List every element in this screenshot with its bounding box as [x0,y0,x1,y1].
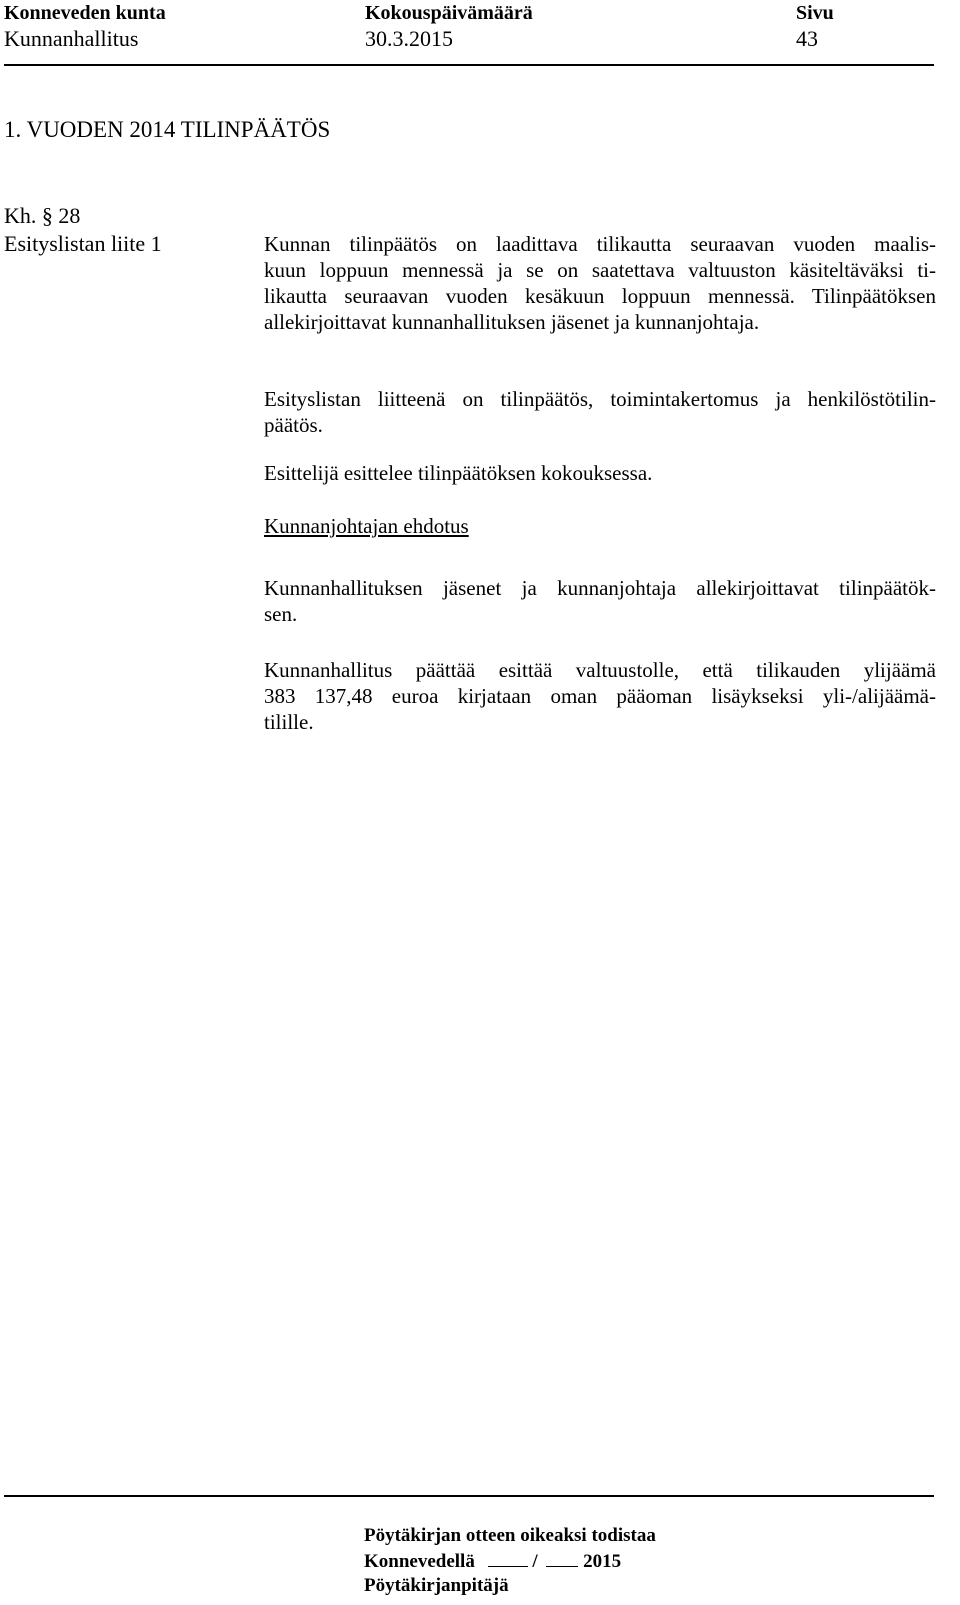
text-line: likautta seuraavan vuoden kesäkuun loppuun mennessä. Tilinpäätöksen [264,284,936,308]
year: 2015 [583,1551,622,1572]
text-line: allekirjoittavat kunnanhallituksen jäsenet ja kunnanjohtaja. [264,310,760,334]
meeting-date: 30.3.2015 [365,26,453,51]
text-line: tilille. [264,710,314,734]
text-line: kuun loppuun mennessä ja se on saatettava valtuuston käsiteltäväksi ti- [264,258,936,282]
footer-divider [4,1495,934,1497]
month-blank [546,1550,578,1567]
date-label: Kokouspäivämäärä [365,2,533,24]
text-line: sen. [264,602,298,626]
section-ref: Kh. § 28 [4,203,81,228]
text-line: Kunnan tilinpäätös on laadittava tilikautta seuraavan vuoden maalis- [264,232,936,256]
text-line: 383 137,48 euroa kirjataan oman pääoman lisäykseksi yli-/alijäämä- [264,684,936,708]
section-title: 1. VUODEN 2014 TILINPÄÄTÖS [4,117,331,142]
paragraph-decision [264,657,936,735]
header-divider [4,64,934,66]
place-date-line [364,1550,621,1574]
committee-name: Kunnanhallitus [4,26,139,51]
proposal-heading [264,513,936,539]
text-line: päätös. [264,413,323,437]
org-name: Konneveden kunta [4,2,166,24]
place-name: Konnevedellä [364,1551,475,1572]
day-blank [488,1550,528,1567]
attachment-label: Esityslistan liite 1 [4,231,162,256]
page-label: Sivu [796,2,834,24]
paragraph-attachments [264,386,936,438]
page-number: 43 [796,26,818,51]
text-line: Esittelijä esittelee tilinpäätöksen kokouksessa. [264,461,653,485]
proposal-heading-text: Kunnanjohtajan ehdotus [264,514,469,538]
text-line: Kunnanhallituksen jäsenet ja kunnanjohtaja allekirjoittavat tilinpäätök- [264,576,936,600]
date-separator: / [532,1551,538,1572]
paragraph-signing [264,575,936,627]
paragraph-intro [264,231,936,335]
certification-line: Pöytäkirjan otteen oikeaksi todistaa [364,1525,656,1546]
secretary-label: Pöytäkirjanpitäjä [364,1575,509,1596]
text-line: Esityslistan liitteenä on tilinpäätös, toimintakertomus ja henkilöstötilin- [264,387,936,411]
paragraph-presenter [264,460,936,486]
text-line: Kunnanhallitus päättää esittää valtuustolle, että tilikauden ylijäämä [264,658,936,682]
